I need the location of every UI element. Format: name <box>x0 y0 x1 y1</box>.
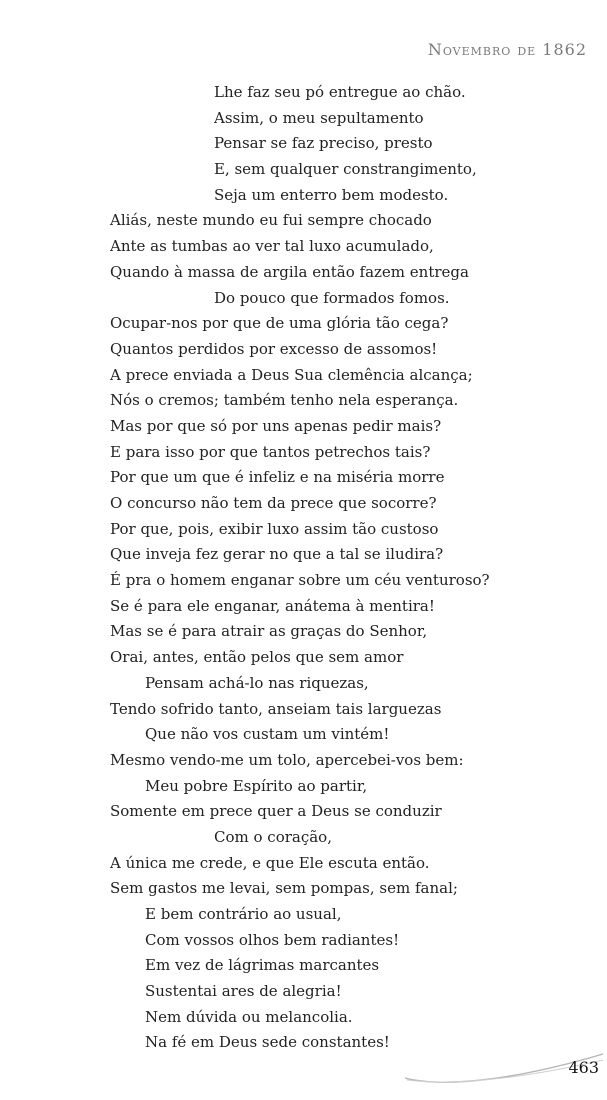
poem-line: Seja um enterro bem modesto. <box>214 185 449 204</box>
poem-line: Que inveja fez gerar no que a tal se iludira? <box>110 545 444 564</box>
poem-text <box>110 80 587 1056</box>
poem-line: Meu pobre Espírito ao partir, <box>145 776 368 795</box>
poem-line: Na fé em Deus sede constantes! <box>145 1033 390 1052</box>
poem-line: Mas se é para atrair as graças do Senhor, <box>110 622 428 641</box>
poem-line: Ocupar-nos por que de uma glória tão cega? <box>110 314 449 333</box>
poem-line: Aliás, neste mundo eu fui sempre chocado <box>110 211 432 230</box>
poem-line: E para isso por que tantos petrechos tais? <box>110 442 431 461</box>
poem-line: O concurso não tem da prece que socorre? <box>110 494 437 512</box>
poem-line: Assim, o meu sepultamento <box>214 108 424 127</box>
poem-line: Pensam achá-lo nas riquezas, <box>145 673 369 692</box>
poem-line: Sem gastos me levai, sem pompas, sem fanal; <box>110 879 458 898</box>
page-number: 463 <box>568 1058 599 1077</box>
poem-line: Com vossos olhos bem radiantes! <box>145 930 400 949</box>
poem-line: Lhe faz seu pó entregue ao chão. <box>214 83 466 101</box>
poem-line: Do pouco que formados fomos. <box>214 288 450 307</box>
poem-line: Nem dúvida ou melancolia. <box>145 1007 353 1026</box>
poem-line: Orai, antes, então pelos que sem amor <box>110 648 404 667</box>
poem-line: Quando à massa de argila então fazem entrega <box>110 262 469 281</box>
running-header: Novembro de 1862 <box>427 40 587 59</box>
poem-line: Mesmo vendo-me um tolo, apercebei-vos bem: <box>110 750 464 769</box>
poem-line: Nós o cremos; também tenho nela esperança. <box>110 391 459 410</box>
poem-line: Com o coração, <box>214 827 332 846</box>
poem-line: Sustentai ares de alegria! <box>145 982 342 1001</box>
poem-line: Se é para ele enganar, anátema à mentira! <box>110 596 435 615</box>
poem-line: A única me crede, e que Ele escuta então. <box>110 853 430 872</box>
poem-line: A prece enviada a Deus Sua clemência alcança; <box>110 365 473 384</box>
poem-line: E bem contrário ao usual, <box>145 905 342 923</box>
poem-line: Que não vos custam um vintém! <box>145 725 390 744</box>
poem-line: Tendo sofrido tanto, anseiam tais larguezas <box>110 699 442 718</box>
poem-line: É pra o homem enganar sobre um céu venturoso? <box>110 571 490 590</box>
poem-line: Por que um que é infeliz e na miséria morre <box>110 468 445 487</box>
poem-line: Por que, pois, exibir luxo assim tão custoso <box>110 519 439 538</box>
poem-line: Em vez de lágrimas marcantes <box>145 956 380 975</box>
poem-line: E, sem qualquer constrangimento, <box>214 160 477 179</box>
poem-line: Pensar se faz preciso, presto <box>214 134 433 153</box>
poem-line: Quantos perdidos por excesso de assomos! <box>110 339 438 358</box>
poem-line: Ante as tumbas ao ver tal luxo acumulado, <box>110 237 434 256</box>
poem-line: Somente em prece quer a Deus se conduzir <box>110 802 442 821</box>
poem-line: Mas por que só por uns apenas pedir mais? <box>110 416 442 435</box>
